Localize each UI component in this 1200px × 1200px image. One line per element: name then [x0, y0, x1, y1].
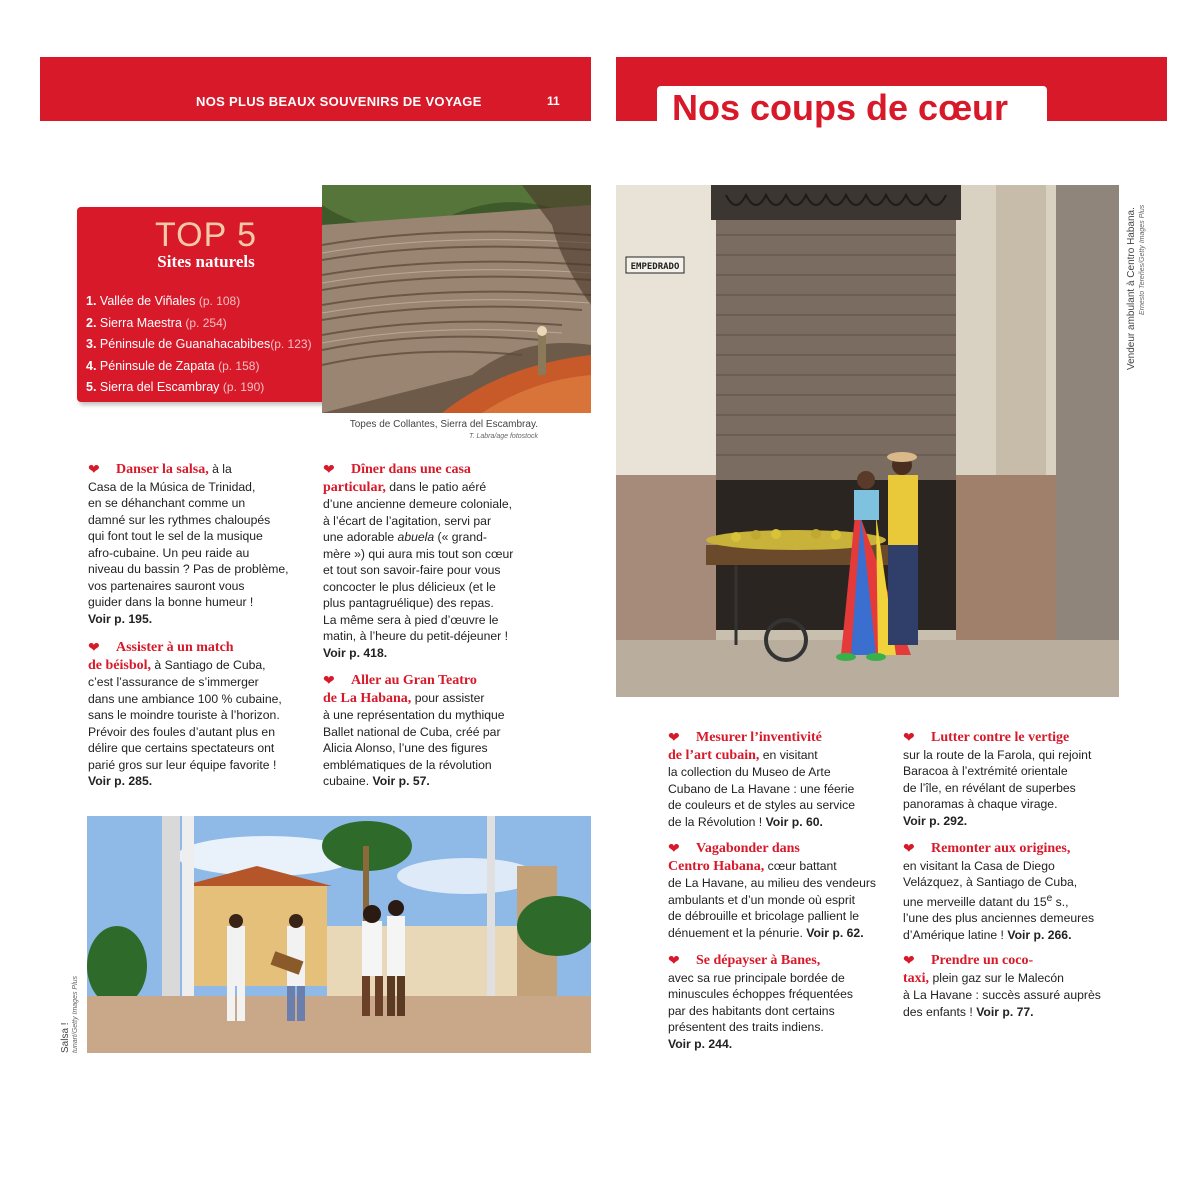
top5-item-page: (p. 158) [218, 358, 260, 373]
item-text: afro-cubaine. Un peu raide au [88, 545, 250, 560]
top5-item-name: Sierra del Escambray [99, 380, 220, 394]
item-title: de l’art cubain, [668, 747, 760, 763]
coup-de-coeur-item [903, 840, 1123, 943]
item-title: Danser la salsa, [116, 462, 209, 477]
item-title: Centro Habana, [668, 858, 765, 874]
item-text: à La Havane : succès assuré auprès [903, 988, 1101, 1002]
item-text: dénuement et la pénurie. [668, 925, 803, 940]
street-sign-text: EMPEDRADO [630, 262, 680, 272]
top5-item-name: Vallée de Viñales [99, 294, 196, 308]
coup-de-coeur-item [668, 952, 888, 1052]
item-title: taxi, [903, 970, 930, 986]
item-text: (« grand- [434, 530, 487, 544]
heart-icon: ❤ [323, 672, 335, 688]
coup-de-coeur-item [668, 729, 888, 830]
item-title: Lutter contre le vertige [931, 730, 1070, 745]
top5-item-page: (p. 123) [270, 337, 312, 351]
item-text: des enfants ! [903, 1004, 973, 1019]
item-text-superscript: e [1046, 892, 1053, 904]
item-text: l’une des plus anciennes demeures [903, 911, 1095, 926]
item-text: parié gros sur leur équipe favorite ! [88, 757, 277, 772]
page-number: 11 [547, 94, 560, 108]
item-text: à l’écart de l’agitation, servi par [323, 513, 492, 528]
top5-item-name: Péninsule de Zapata [99, 358, 215, 373]
item-text: qui font tout le sel de la musique [88, 529, 263, 543]
top5-list [86, 291, 312, 399]
item-title: particular, [323, 479, 386, 495]
photo-credit: T. Labra/age fotostock [468, 433, 538, 440]
top5-box [77, 207, 335, 402]
heart-icon: ❤ [88, 639, 100, 655]
item-text: pour assister [414, 690, 485, 705]
top5-item-name: Sierra Maestra [99, 315, 182, 330]
top5-subtitle: Sites naturels [157, 252, 255, 271]
item-text: damné sur les rythmes chaloupés [88, 512, 271, 527]
page-reference: Voir p. 244. [668, 1036, 733, 1051]
heart-icon: ❤ [903, 952, 915, 968]
item-text: Baracoa à l’extrémité orientale [903, 764, 1068, 778]
heart-icon: ❤ [903, 729, 915, 745]
item-title: de La Habana, [323, 690, 412, 706]
heart-icon: ❤ [903, 840, 915, 856]
top5-item [86, 356, 312, 378]
page-reference: Voir p. 57. [372, 774, 430, 788]
top5-item [86, 313, 312, 335]
item-text: ambulants et d’un monde où esprit [668, 892, 855, 907]
photo-credit: Ernesto Tereñes/Getty Images Plus [1139, 204, 1146, 315]
photo-caption: Vendeur ambulant à Centro Habana. [1126, 207, 1137, 370]
top5-item [86, 334, 312, 356]
heart-icon: ❤ [323, 461, 335, 477]
item-text: minuscules échoppes fréquentées [668, 987, 853, 1001]
top5-item-page: (p. 108) [198, 294, 241, 308]
top5-item-number: 3. [86, 337, 97, 351]
coup-de-coeur-item [323, 672, 541, 790]
item-text: cœur battant [767, 858, 837, 873]
item-title: de béisbol, [88, 657, 152, 673]
item-text: d’une ancienne demeure coloniale, [323, 497, 513, 511]
item-text: dans le patio aéré [389, 479, 487, 494]
item-text: dans une ambiance 100 % cubaine, [88, 691, 282, 706]
photo-topes-de-collantes [322, 185, 591, 413]
item-text: s., [1052, 894, 1069, 909]
photo-credit: tunart/Getty Images Plus [72, 975, 79, 1053]
header-band-left [40, 57, 591, 121]
item-text: sans le moindre touriste à l’horizon. [88, 708, 280, 722]
item-text: de la Révolution ! [668, 814, 763, 829]
item-text: niveau du bassin ? Pas de problème, [88, 562, 289, 576]
photo-vendeur-centro-habana [616, 185, 1119, 697]
coup-de-coeur-item [323, 461, 541, 661]
item-text: d’Amérique latine ! [903, 927, 1004, 942]
item-title: Assister à un match [116, 640, 234, 655]
heart-icon: ❤ [668, 840, 680, 856]
item-text: vos partenaires sauront vous [88, 578, 245, 593]
running-header: NOS PLUS BEAUX SOUVENIRS DE VOYAGE [196, 94, 482, 109]
item-text: à la [212, 462, 232, 476]
item-text: la collection du Museo de Arte [668, 765, 831, 779]
item-text: guider dans la bonne humeur ! [88, 595, 254, 609]
item-text: en se déhanchant comme un [88, 496, 246, 510]
item-text: matin, à l’heure du petit-déjeuner ! [323, 629, 508, 643]
item-text: et tout son savoir-faire pour vous [323, 563, 501, 577]
page-reference: Voir p. 195. [88, 611, 153, 626]
top5-item-page: (p. 190) [222, 380, 265, 394]
item-text: plus pantagruélique) des repas. [323, 596, 494, 610]
item-text: La même sera à pied d’œuvre le [323, 612, 499, 627]
item-text: de débrouille et bricolage pallient le [668, 909, 860, 923]
item-text: mère ») qui aura mis tout son cœur [323, 546, 514, 561]
item-title: Mesurer l’inventivité [696, 730, 822, 745]
item-text: à Santiago de Cuba, [154, 657, 266, 672]
top5-item-number: 1. [86, 294, 97, 308]
item-title: Aller au Gran Teatro [351, 673, 477, 688]
item-text: par des habitants dont certains [668, 1003, 835, 1018]
top5-item-number: 4. [86, 358, 97, 373]
item-text: c’est l’assurance de s’immerger [88, 675, 259, 689]
page-reference: Voir p. 62. [806, 925, 864, 940]
item-text: de l’île, en révélant de superbes [903, 780, 1076, 795]
page-reference: Voir p. 266. [1007, 927, 1072, 942]
page-title: Nos coups de cœur [672, 87, 1009, 128]
photo-salsa-trinidad [87, 816, 591, 1053]
item-text: Ballet national de Cuba, créé par [323, 724, 501, 739]
heart-icon: ❤ [88, 461, 100, 477]
item-text: une adorable [323, 530, 398, 544]
item-title: Prendre un coco- [931, 953, 1034, 968]
top5-item-number: 5. [86, 380, 97, 394]
coup-de-coeur-item [88, 639, 306, 790]
top5-item [86, 377, 312, 399]
item-text: délire que certains spectateurs ont [88, 741, 275, 755]
item-text: Alicia Alonso, l’une des figures [323, 741, 488, 755]
item-text: Casa de la Música de Trinidad, [88, 479, 256, 494]
item-text: cubaine. [323, 774, 370, 788]
top5-item-number: 2. [86, 315, 97, 330]
page-reference: Voir p. 77. [976, 1004, 1034, 1019]
item-text: une merveille datant du 15 [903, 894, 1047, 909]
item-title: Vagabonder dans [696, 841, 800, 856]
top5-item-page: (p. 254) [185, 315, 227, 330]
coup-de-coeur-item [88, 461, 306, 627]
page-reference: Voir p. 285. [88, 774, 153, 788]
item-text: en visitant [762, 747, 818, 762]
item-text: à une représentation du mythique [323, 708, 505, 722]
page-reference: Voir p. 418. [323, 645, 388, 660]
item-text-emphasis: abuela [397, 530, 435, 544]
heart-icon: ❤ [668, 952, 680, 968]
item-text: de couleurs et de styles au service [668, 798, 855, 812]
item-text: présentent des traits indiens. [668, 1020, 824, 1034]
item-text: Velázquez, à Santiago de Cuba, [903, 875, 1078, 889]
item-text: emblématiques de la révolution [323, 757, 492, 772]
item-text: plein gaz sur le Malecón [932, 970, 1064, 985]
page-reference: Voir p. 60. [765, 814, 823, 829]
coup-de-coeur-item [668, 840, 888, 941]
heart-icon: ❤ [668, 729, 680, 745]
item-text: avec sa rue principale bordée de [668, 970, 845, 985]
item-text: concocter le plus délicieux (et le [323, 579, 496, 594]
top5-heading: TOP 5 [154, 216, 258, 254]
item-title: Dîner dans une casa [351, 462, 471, 477]
top5-item-name: Péninsule de Guanahacabibes [99, 337, 271, 351]
item-text: de La Havane, au milieu des vendeurs [668, 876, 876, 890]
item-text: en visitant la Casa de Diego [903, 858, 1055, 873]
photo-caption: Topes de Collantes, Sierra del Escambray. [349, 419, 538, 430]
item-text: Cubano de La Havane : une féerie [668, 781, 855, 796]
item-text: Prévoir des foules d’autant plus en [88, 724, 275, 739]
photo-caption: Salsa ! [60, 1022, 71, 1053]
top5-item [86, 291, 312, 313]
page-reference: Voir p. 292. [903, 813, 968, 828]
item-text: panoramas à chaque virage. [903, 797, 1058, 811]
item-title: Se dépayser à Banes, [696, 953, 821, 968]
item-title: Remonter aux origines, [931, 841, 1071, 856]
item-text: sur la route de la Farola, qui rejoint [903, 747, 1092, 762]
coup-de-coeur-item [903, 729, 1123, 829]
coup-de-coeur-item [903, 952, 1123, 1020]
